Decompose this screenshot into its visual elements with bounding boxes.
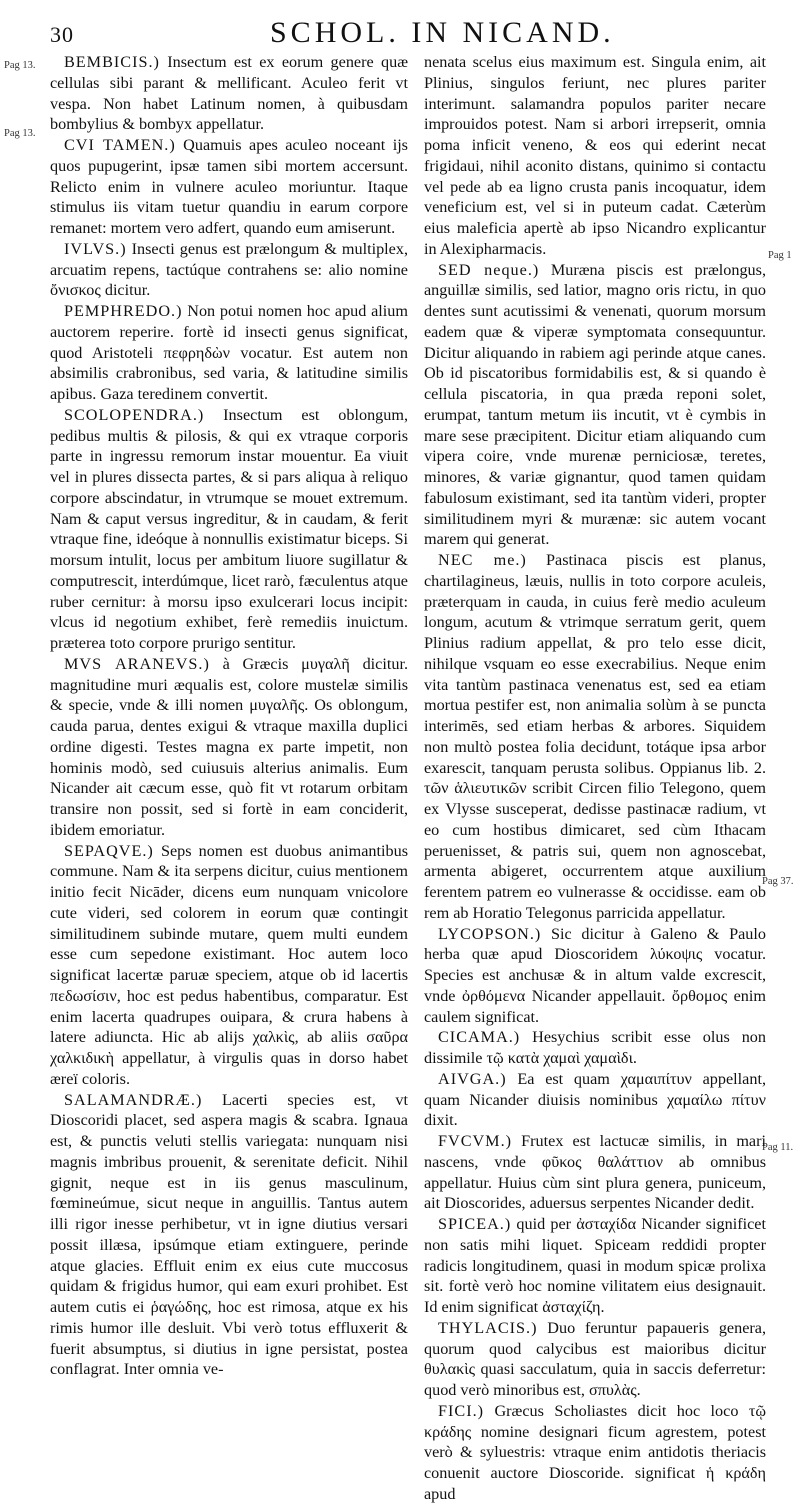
entry-text: à Græcis μυγαλῆ dicitur. magnitudine muri æqualis est, colore mustelæ similis & specie, vnde & illi nomen μυγαλῆς. Os oblongum, cauda parua, dentes exigui & vtraque maxilla duplici ordine digesti. Testes magna ex parte impetit, non hominis modò, sed cuiusuis alterius animalis. Eum Nicander ait cæcum esse, quò fit vt rotarum orbitam transire non possit, sed si fortè in eam conciderit, ibidem emoriatur. xyxy=(50,654,408,839)
entry-text: Græcus Scholiastes dicit hoc loco τῷ κράδης nomine designari ficum agrestem, potest verò & syluestris: vtraque enim antidotis theriacis conuenit auctore Dioscoride. significat ἡ κράδη apud xyxy=(424,1401,766,1503)
commentary-entry xyxy=(424,1318,766,1401)
commentary-entry xyxy=(424,550,766,924)
margin-note: Pag 37. xyxy=(762,876,794,887)
lemma-heading: THYLACIS.) xyxy=(438,1318,538,1337)
lemma-heading: LYCOPSON.) xyxy=(438,924,542,943)
running-title: SCHOL. IN NICAND. xyxy=(270,16,615,49)
commentary-entry xyxy=(50,405,408,654)
lemma-heading: FICI.) xyxy=(438,1401,485,1420)
entry-text: Ea est quam χαμαιπίτυν appellant, quam Nicander diuisis nominibus χαμαίλω πίτυν dixit. xyxy=(424,1069,766,1130)
entry-text: Pastinaca piscis est planus, chartilagineus, læuis, nullis in toto corpore aculeis, præterquam in cauda, in cuius ferè medio aculeum longum, acutum & vtrimque serratum gerit, quem Plinius radium appellat, & pro telo esse dicit, nihilque vsquam eo esse execrabilius. Neque enim vita tantùm pastinaca venenatus est, sed ea etiam mortua pestifer est, non animalia solùm à se puncta interimēs, sed etiam herbas & arbores. Siquidem non multò postea folia decidunt, totáque ipsa arbor exarescit, tanquam perusta solibus. Oppianus lib. 2. τῶν ἁλιευτικῶν scribit Circen filio Telegono, quem ex Vlysse susceperat, dedisse pastinacæ radium, vt eo cum hostibus dimicaret, sed cùm Ithacam peruenisset, & patris sui, quem non agnoscebat, armenta abigeret, occurrentem atque auxilium ferentem patrem eo vulnerasse & occidisse. eam ob rem ab Horatio Telegonus parricida appellatur. xyxy=(424,551,766,922)
lemma-heading: SED neque.) xyxy=(438,260,540,279)
lemma-heading: SEPAQVE.) xyxy=(64,841,154,860)
commentary-entry xyxy=(424,1401,766,1505)
entry-text: Lacerti species est, vt Dioscoridi placet, sed aspera magis & scabra. Ignaua est, & punctis veluti stellis variegata: nunquam nisi magnis imbribus prouenit, & serenitate deficit. Nihil gignit, neque est in iis genus masculinum, fœmineúmue, sicut neque in anguillis. Tantus autem illi rigor inesse perhibetur, vt in igne diutius versari possit illæsa, ipsúmque etiam extinguere, perinde atque glacies. Effluit enim ex eius cute muccosus quidam & frigidus humor, qui eam exuri prohibet. Est autem cutis ei ῥαγώδης, hoc est rimosa, atque ex his rimis humor ille desluit. Vbi verò totus effluxerit & fuerit absumptus, si diutius in igne persistat, postea conflagrat. Inter omnia ve- xyxy=(50,1090,408,1379)
right-column xyxy=(424,52,766,1505)
entry-text: nenata scelus eius maximum est. Singula enim, ait Plinius, singulos feriunt, nec plures pariter interimunt. salamandra populos pariter necare improuidos potest. Nam si arbori irrepserit, omnia poma inficit veneno, & eos qui ederint necat frigidaui, nihil aconito distans, quinimo si contactu vel pede ab ea ligno crusta panis incoquatur, idem veneficium est, vel si in puteum cadat. Cæterùm eius maleficia apertè ab ipso Nicandro explicantur in Alexipharmacis. xyxy=(424,53,766,258)
entry-text: Duo feruntur papaueris genera, quorum quod calycibus est maioribus dicitur θυλακὶς quasi sacculatum, quia in saccis deferretur: quod verò minoribus est, σπυλὰς. xyxy=(424,1318,766,1399)
entry-text: Muræna piscis est prælongus, anguillæ similis, sed latior, magno oris rictu, in quo dentes sunt acutissimi & venenati, quorum morsum eadem quæ & viperæ symptomata consequuntur. Dicitur aliquando in rabiem agi perinde atque canes. Ob id piscatoribus formidabilis est, & si quando è cellula piscatoria, in qua præda reponi solet, erumpat, tantum metum iis incutit, vt è cymbis in mare sese præcipitent. Dicitur etiam aliquando cum vipera coire, vnde murenæ perniciosæ, teretes, minores, & variæ gignantur, quod tamen quidam fabulosum existimant, sed ita tantùm videri, propter similitudinem myri & murænæ: sic autem vocant marem qui generat. xyxy=(424,260,767,549)
entry-text: Quamuis apes aculeo noceant ijs quos pupugerint, ipsæ tamen sibi mortem accersunt. Relicto enim in vulnere aculeo moriuntur. Itaque stimulus iis vitam tuetur quandiu in earum corpore remanet: mortem vero adfert, quando eum amiserunt. xyxy=(50,136,408,237)
lemma-heading: NEC me.) xyxy=(438,551,527,569)
entry-text: quid per ἀσταχίδα Nicander significet non satis mihi liquet. Spiceam reddidi propter radicis longitudinem, quasi in modum spicæ prolixa sit. fortè verò hoc nomine vilitatem eius designauit. Id enim significat ἀσταχίζη. xyxy=(424,1215,766,1316)
entry-text: Frutex est lactucæ similis, in mari nascens, vnde φῦκος θαλάττιον ab omnibus appellatur. Huius cùm sint plura genera, puniceum, ait Dioscorides, aduersus serpentes Nicander dedit. xyxy=(424,1132,766,1213)
commentary-continuation xyxy=(424,52,766,260)
lemma-heading: AIVGA.) xyxy=(438,1069,507,1088)
commentary-entry xyxy=(50,841,408,1090)
margin-note: Pag 13. xyxy=(4,60,36,71)
lemma-heading: PEMPHREDO.) xyxy=(64,302,183,320)
commentary-entry xyxy=(50,301,408,405)
lemma-heading: BEMBICIS.) xyxy=(64,53,160,71)
entry-text: Seps nomen est duobus animantibus commune. Nam & ita serpens dicitur, cuius mentionem initio fecit Nicāder, dicens eum nunquam vnicolore cute videri, sed colorem in eorum quæ contingit similitudinem subinde mutare, quem multi eundem esse cum sepedone existimant. Hoc autem loco significat lacertæ paruæ speciem, atque ob id lacertis πεδωσίσιν, hoc est pedus habentibus, comparatur. Est enim lacerta quadrupes ouipara, & crura habens à latere adiuncta. Hic ab alijs χαλκὶς, ab aliis σαῦρα χαλκιδικὴ appellatur, à virgulis quas in dorso habet æreï coloris. xyxy=(50,841,408,1088)
lemma-heading: MVS ARANEVS.) xyxy=(64,654,210,673)
lemma-heading: CVI TAMEN.) xyxy=(64,136,176,154)
commentary-entry xyxy=(50,52,408,135)
commentary-entry xyxy=(424,924,766,1028)
entry-text: Hesychius scribit esse olus non dissimile τῷ κατὰ χαμαὶ χαμαὶδι. xyxy=(424,1028,766,1067)
page-header xyxy=(0,16,800,50)
lemma-heading: CICAMA.) xyxy=(438,1028,521,1047)
margin-note: Pag 11. xyxy=(762,1142,794,1153)
commentary-entry xyxy=(424,1069,766,1131)
lemma-heading: SCOLOPENDRA.) xyxy=(64,405,205,424)
lemma-heading: IVLVS.) xyxy=(64,239,127,258)
entry-text: Insecti genus est prælongum & multiplex, arcuatim repens, tactúque contrahens se: alio nomine ὄνισκος dicitur. xyxy=(50,239,408,300)
margin-note: Pag 13. xyxy=(4,128,36,139)
lemma-heading: FVCVM.) xyxy=(438,1132,513,1150)
commentary-entry xyxy=(50,1090,408,1381)
margin-note: Pag 1 xyxy=(768,250,792,261)
page-number: 30 xyxy=(50,22,74,47)
lemma-heading: SPICEA.) xyxy=(438,1215,512,1233)
commentary-entry xyxy=(50,239,408,301)
commentary-entry xyxy=(424,1027,766,1069)
lemma-heading: SALAMANDRÆ.) xyxy=(64,1090,203,1109)
entry-text: Insectum est ex eorum genere quæ cellulas sibi parant & mellificant. Aculeo ferit vt vespa. Non habet Latinum nomen, à quibusdam bombylius & bombyx appellatur. xyxy=(50,53,408,134)
commentary-entry xyxy=(424,1214,766,1318)
commentary-entry xyxy=(50,135,408,239)
entry-text: Non potui nomen hoc apud alium auctorem reperire. fortè id insecti genus significat, quod Aristoteli πεφρηδὼν vocatur. Est autem non absimilis crabronibus, sed varia, & latitudine similis apibus. Gaza teredinem convertit. xyxy=(50,302,408,403)
commentary-entry xyxy=(424,1131,766,1214)
left-column xyxy=(50,52,408,1380)
entry-text: Insectum est oblongum, pedibus multis & pilosis, & qui ex vtraque corporis parte in ingressu remorum instar mouentur. Ea viuit vel in plures dissecta partes, & si pars aliqua à reliquo corpore abscindatur, in vtrumque se mouet extremum. Nam & caput versus ingreditur, & in caudam, & ferit vtraque fine, ideóque à nonnullis existimatur biceps. Si morsum intulit, locus per ambitum liuore sugillatur & computrescit, interdúmque, licet rarò, fæculentus atque ruber cernitur: à morsu ipso exulcerari locus incipit: vlcus id negotium exhibet, ferè remediis inuictum. præterea toto corpore prurigo sentitur. xyxy=(50,405,408,652)
commentary-entry xyxy=(50,654,408,841)
commentary-entry xyxy=(424,260,766,551)
entry-text: Sic dicitur à Galeno & Paulo herba quæ apud Dioscoridem λύκοψις vocatur. Species est anchusæ & in altum valde excrescit, vnde ὀρθόμενα Nicander appellauit. ὄρθομος enim caulem significat. xyxy=(424,924,766,1026)
